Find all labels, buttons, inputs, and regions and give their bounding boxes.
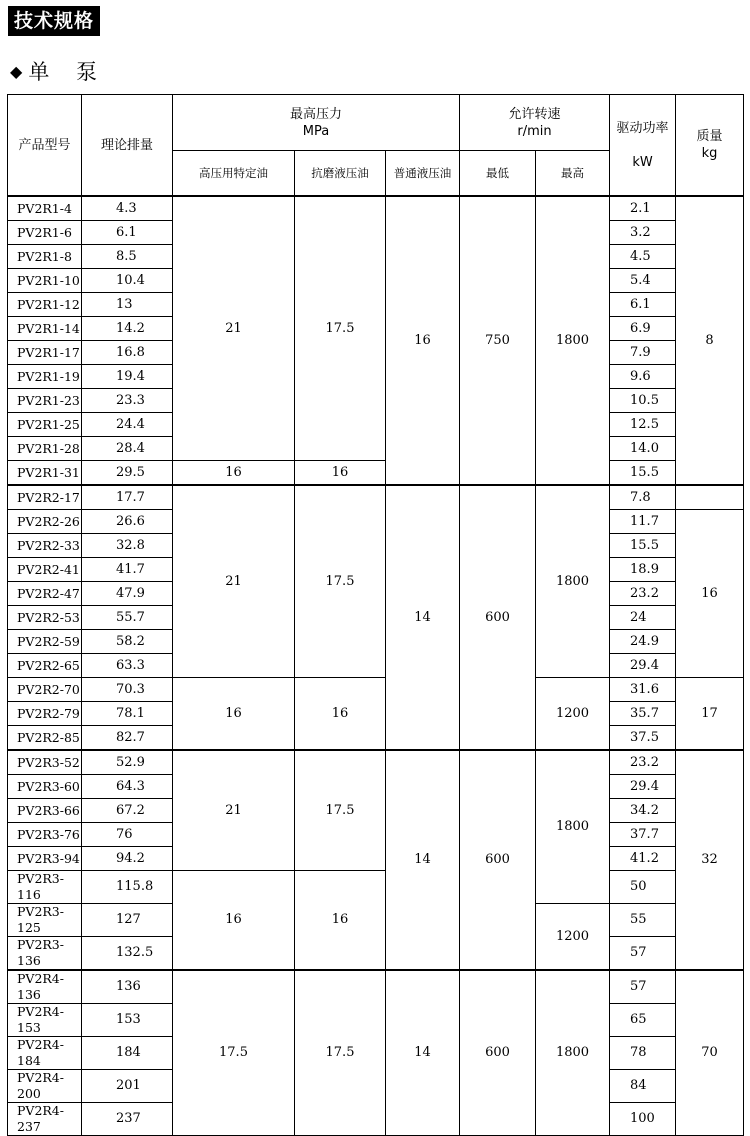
model-cell: PV2R2-85 — [8, 726, 82, 751]
model-cell: PV2R1-12 — [8, 293, 82, 317]
model-cell: PV2R3-52 — [8, 750, 82, 775]
model-cell: PV2R2-26 — [8, 510, 82, 534]
power-cell: 5.4 — [610, 269, 676, 293]
table-row — [8, 871, 744, 904]
speed-max-cell: 1800 — [536, 196, 610, 485]
model-cell: PV2R2-41 — [8, 558, 82, 582]
speed-min-cell: 600 — [460, 750, 536, 970]
model-cell: PV2R2-17 — [8, 485, 82, 510]
displacement-cell: 29.5 — [82, 461, 173, 486]
model-cell: PV2R1-19 — [8, 365, 82, 389]
power-cell: 29.4 — [610, 775, 676, 799]
table-row — [8, 750, 744, 775]
power-cell: 6.1 — [610, 293, 676, 317]
model-cell: PV2R2-79 — [8, 702, 82, 726]
header-displacement — [82, 95, 173, 197]
header-model — [8, 95, 82, 197]
header-speed-text: 允许转速 — [508, 106, 561, 122]
header-model-text: 产品型号 — [18, 137, 71, 153]
model-cell: PV2R1-4 — [8, 196, 82, 221]
speed-min-cell: 600 — [460, 970, 536, 1136]
displacement-cell: 70.3 — [82, 678, 173, 702]
power-cell: 10.5 — [610, 389, 676, 413]
power-cell: 24 — [610, 606, 676, 630]
model-cell: PV2R2-47 — [8, 582, 82, 606]
model-cell: PV2R3-94 — [8, 847, 82, 871]
power-cell: 35.7 — [610, 702, 676, 726]
model-cell: PV2R3-136 — [8, 937, 82, 971]
displacement-cell: 64.3 — [82, 775, 173, 799]
pressure-antiwear-cell: 16 — [295, 461, 386, 486]
header-power — [610, 95, 676, 197]
model-cell: PV2R1-31 — [8, 461, 82, 486]
pressure-antiwear-cell: 17.5 — [295, 196, 386, 461]
displacement-cell: 47.9 — [82, 582, 173, 606]
displacement-cell: 6.1 — [82, 221, 173, 245]
speed-min-cell: 600 — [460, 485, 536, 750]
model-cell: PV2R2-59 — [8, 630, 82, 654]
mass-cell: 17 — [676, 678, 744, 751]
displacement-cell: 10.4 — [82, 269, 173, 293]
header-pressure-unit: MPa — [302, 123, 330, 139]
power-cell: 23.2 — [610, 582, 676, 606]
table-row — [8, 196, 744, 221]
mass-cell: 16 — [676, 510, 744, 678]
displacement-cell: 78.1 — [82, 702, 173, 726]
pressure-special-cell: 17.5 — [173, 970, 295, 1136]
pressure-normal-cell: 14 — [386, 750, 460, 970]
model-cell: PV2R3-66 — [8, 799, 82, 823]
displacement-cell: 14.2 — [82, 317, 173, 341]
pressure-special-cell: 16 — [173, 678, 295, 751]
header-mass-text: 质量 — [696, 129, 723, 144]
model-cell: PV2R4-237 — [8, 1103, 82, 1136]
displacement-cell: 23.3 — [82, 389, 173, 413]
pressure-special-cell: 16 — [173, 871, 295, 971]
mass-cell: 32 — [676, 750, 744, 970]
power-cell: 2.1 — [610, 196, 676, 221]
model-cell: PV2R3-116 — [8, 871, 82, 904]
model-cell: PV2R1-6 — [8, 221, 82, 245]
model-cell: PV2R1-17 — [8, 341, 82, 365]
section-title: 技术规格 — [8, 6, 100, 36]
displacement-cell: 24.4 — [82, 413, 173, 437]
displacement-cell: 201 — [82, 1070, 173, 1103]
table-row — [8, 485, 744, 510]
power-cell: 23.2 — [610, 750, 676, 775]
table-row — [8, 461, 744, 486]
displacement-cell: 8.5 — [82, 245, 173, 269]
displacement-cell: 16.8 — [82, 341, 173, 365]
spec-table — [7, 94, 744, 1136]
power-cell: 15.5 — [610, 534, 676, 558]
speed-max-cell: 1800 — [536, 485, 610, 678]
speed-max-cell: 1800 — [536, 970, 610, 1136]
power-cell: 55 — [610, 904, 676, 937]
displacement-cell: 63.3 — [82, 654, 173, 678]
pressure-special-cell: 21 — [173, 750, 295, 871]
power-cell: 50 — [610, 871, 676, 904]
model-cell: PV2R2-65 — [8, 654, 82, 678]
mass-cell-empty — [676, 485, 744, 510]
displacement-cell: 28.4 — [82, 437, 173, 461]
header-pressure-special: 高压用特定油 — [173, 151, 295, 197]
pressure-special-cell: 21 — [173, 196, 295, 461]
header-power-text: 驱动功率 — [616, 120, 669, 136]
displacement-cell: 41.7 — [82, 558, 173, 582]
pressure-antiwear-cell: 17.5 — [295, 750, 386, 871]
subtitle-text: 单 泵 — [28, 60, 107, 84]
power-cell: 65 — [610, 1004, 676, 1037]
speed-max-cell: 1200 — [536, 678, 610, 751]
header-pressure-text: 最高压力 — [289, 106, 342, 122]
power-cell: 18.9 — [610, 558, 676, 582]
displacement-cell: 184 — [82, 1037, 173, 1070]
model-cell: PV2R4-153 — [8, 1004, 82, 1037]
pressure-normal-cell: 14 — [386, 485, 460, 750]
model-cell: PV2R1-14 — [8, 317, 82, 341]
pressure-special-cell: 21 — [173, 485, 295, 678]
power-cell: 41.2 — [610, 847, 676, 871]
displacement-cell: 82.7 — [82, 726, 173, 751]
power-cell: 11.7 — [610, 510, 676, 534]
displacement-cell: 55.7 — [82, 606, 173, 630]
power-cell: 29.4 — [610, 654, 676, 678]
displacement-cell: 17.7 — [82, 485, 173, 510]
header-pressure — [173, 95, 460, 151]
power-cell: 6.9 — [610, 317, 676, 341]
speed-min-cell: 750 — [460, 196, 536, 485]
power-cell: 37.7 — [610, 823, 676, 847]
pressure-normal-cell: 14 — [386, 970, 460, 1136]
power-cell: 4.5 — [610, 245, 676, 269]
power-cell: 34.2 — [610, 799, 676, 823]
power-cell: 37.5 — [610, 726, 676, 751]
header-displacement-text: 理论排量 — [100, 137, 153, 153]
model-cell: PV2R2-33 — [8, 534, 82, 558]
model-cell: PV2R1-25 — [8, 413, 82, 437]
displacement-cell: 127 — [82, 904, 173, 937]
power-cell: 15.5 — [610, 461, 676, 486]
model-cell: PV2R2-53 — [8, 606, 82, 630]
header-pressure-antiwear: 抗磨液压油 — [295, 151, 386, 197]
speed-max-cell: 1200 — [536, 904, 610, 971]
displacement-cell: 94.2 — [82, 847, 173, 871]
header-power-unit: kW — [632, 154, 653, 170]
header-speed — [460, 95, 610, 151]
model-cell: PV2R3-60 — [8, 775, 82, 799]
model-cell: PV2R4-200 — [8, 1070, 82, 1103]
displacement-cell: 32.8 — [82, 534, 173, 558]
displacement-cell: 26.6 — [82, 510, 173, 534]
displacement-cell: 115.8 — [82, 871, 173, 904]
mass-cell: 70 — [676, 970, 744, 1136]
power-cell: 31.6 — [610, 678, 676, 702]
power-cell: 3.2 — [610, 221, 676, 245]
power-cell: 9.6 — [610, 365, 676, 389]
displacement-cell: 4.3 — [82, 196, 173, 221]
header-mass — [676, 95, 744, 197]
model-cell: PV2R3-76 — [8, 823, 82, 847]
model-cell: PV2R1-10 — [8, 269, 82, 293]
model-cell: PV2R4-136 — [8, 970, 82, 1004]
header-speed-max: 最高 — [536, 151, 610, 197]
power-cell: 57 — [610, 937, 676, 971]
speed-max-cell: 1800 — [536, 750, 610, 904]
power-cell: 57 — [610, 970, 676, 1004]
displacement-cell: 237 — [82, 1103, 173, 1136]
header-mass-unit: kg — [701, 146, 718, 161]
displacement-cell: 136 — [82, 970, 173, 1004]
displacement-cell: 67.2 — [82, 799, 173, 823]
pressure-antiwear-cell: 16 — [295, 678, 386, 751]
power-cell: 78 — [610, 1037, 676, 1070]
displacement-cell: 13 — [82, 293, 173, 317]
model-cell: PV2R1-23 — [8, 389, 82, 413]
subtitle — [10, 58, 107, 86]
header-pressure-normal: 普通液压油 — [386, 151, 460, 197]
displacement-cell: 76 — [82, 823, 173, 847]
displacement-cell: 19.4 — [82, 365, 173, 389]
model-cell: PV2R1-8 — [8, 245, 82, 269]
model-cell: PV2R2-70 — [8, 678, 82, 702]
displacement-cell: 52.9 — [82, 750, 173, 775]
power-cell: 100 — [610, 1103, 676, 1136]
model-cell: PV2R4-184 — [8, 1037, 82, 1070]
power-cell: 14.0 — [610, 437, 676, 461]
pressure-special-cell: 16 — [173, 461, 295, 486]
power-cell: 7.9 — [610, 341, 676, 365]
model-cell: PV2R1-28 — [8, 437, 82, 461]
displacement-cell: 58.2 — [82, 630, 173, 654]
displacement-cell: 153 — [82, 1004, 173, 1037]
pressure-normal-cell: 16 — [386, 196, 460, 485]
header-speed-min: 最低 — [460, 151, 536, 197]
power-cell: 12.5 — [610, 413, 676, 437]
pressure-antiwear-cell: 17.5 — [295, 970, 386, 1136]
model-cell: PV2R3-125 — [8, 904, 82, 937]
displacement-cell: 132.5 — [82, 937, 173, 971]
pressure-antiwear-cell: 17.5 — [295, 485, 386, 678]
header-row-1 — [8, 95, 744, 151]
table-row — [8, 970, 744, 1004]
power-cell: 24.9 — [610, 630, 676, 654]
mass-cell: 8 — [676, 196, 744, 485]
header-speed-unit: r/min — [517, 123, 552, 139]
table-row — [8, 678, 744, 702]
power-cell: 7.8 — [610, 485, 676, 510]
diamond-bullet-icon: ◆ — [10, 62, 23, 81]
pressure-antiwear-cell: 16 — [295, 871, 386, 971]
power-cell: 84 — [610, 1070, 676, 1103]
